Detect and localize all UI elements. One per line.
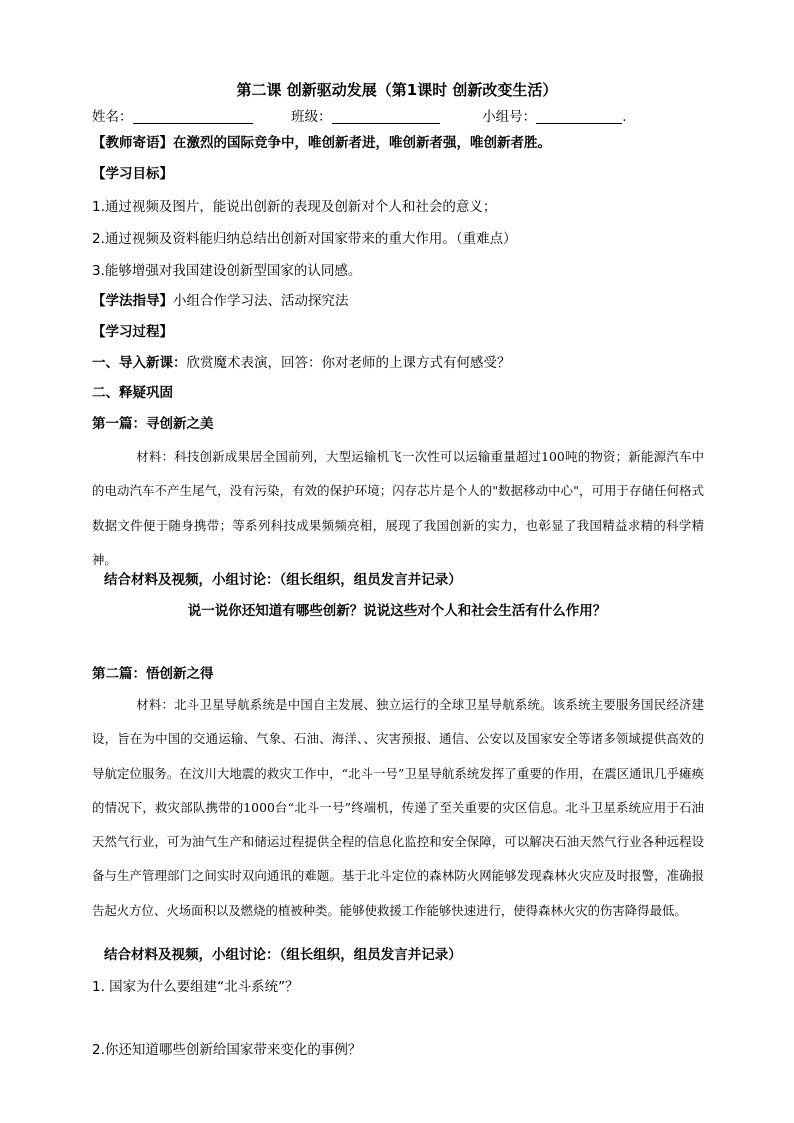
process-heading: 【学习过程】 xyxy=(92,324,173,340)
part2-question-2: 2.你还知道哪些创新给国家带来变化的事例？ xyxy=(92,1042,362,1058)
part2-material xyxy=(92,688,704,928)
teacher-message xyxy=(92,134,551,152)
goal-item-3: 3.能够增强对我国建设创新型国家的认同感。 xyxy=(92,263,362,279)
part2-heading: 第二篇：悟创新之得 xyxy=(92,666,214,682)
section-intro-text: 欣赏魔术表演，回答：你对老师的上课方式有何感受？ xyxy=(186,355,511,371)
method-text: 小组合作学习法、活动探究法 xyxy=(173,293,349,309)
section-review-heading: 二、释疑巩固 xyxy=(92,385,173,401)
part1-material xyxy=(92,440,704,577)
method-label: 【学法指导】 xyxy=(92,293,173,309)
part2-question-1: 1. 国家为什么要组建“北斗系统”？ xyxy=(92,979,299,995)
group-blank[interactable] xyxy=(536,109,622,124)
part2-discussion: 结合材料及视频，小组讨论：（组长组织，组员发言并记录） xyxy=(104,947,462,963)
teacher-message-label: 【教师寄语】 xyxy=(92,135,173,151)
name-blank[interactable] xyxy=(133,109,253,124)
name-label: 姓名： xyxy=(92,109,133,125)
page-title: 第二课 创新驱动发展（第1课时 创新改变生活） xyxy=(236,81,558,99)
class-blank[interactable] xyxy=(332,109,440,124)
student-info-fields xyxy=(92,108,626,126)
section-intro-label: 一、导入新课： xyxy=(92,355,187,371)
part1-material-text: 材料：科技创新成果居全国前列，大型运输机飞一次性可以运输重量超过100吨的物资；新能源汽车中的电动汽车不产生尾气，没有污染，有效的保护环境；闪存芯片是个人的"数据移动中心"，可用于存储任何格式数据文件便于随身携带；等系列科技成果频频亮相，展现了我国创新的实力，也彰显了我国精益求精的科学精神。 xyxy=(92,449,704,567)
group-label: 小组号： xyxy=(482,109,537,125)
part2-material-text: 材料：北斗卫星导航系统是中国自主发展、独立运行的全球卫星导航系统。该系统主要服务国民经济建设，旨在为中国的交通运输、气象、石油、海洋、、灾害预报、通信、公安以及国家安全等诸多领域提供高效的导航定位服务。在汶川大地震的救灾工作中，“北斗一号”卫星导航系统发挥了重要的作用，在震区通讯几乎瘫痪的情况下，救灾部队携带的1000台“北斗一号”终端机，传递了至关重要的灾区信息。北斗卫星系统应用于石油天然气行业，可为油气生产和储运过程提供全程的信息化监控和安全保障，可以解决石油天然气行业各种远程设备与生产管理部门之间实时双向通讯的难题。基于北斗定位的森林防火网能够发现森林火灾应及时报警，准确报告起火方位、火场面积以及燃烧的植被种类。能够使救援工作能够快速进行，使得森林火灾的伤害降得最低。 xyxy=(92,697,704,918)
part1-heading: 第一篇：寻创新之美 xyxy=(92,416,214,432)
part1-discussion: 结合材料及视频，小组讨论：（组长组织，组员发言并记录） xyxy=(104,572,462,588)
part1-question: 说一说你还知道有哪些创新？说说这些对个人和社会生活有什么作用？ xyxy=(187,603,607,619)
teacher-message-text: 在激烈的国际竞争中，唯创新者进，唯创新者强，唯创新者胜。 xyxy=(173,135,551,151)
goal-item-1: 1.通过视频及图片，能说出创新的表现及创新对个人和社会的意义； xyxy=(92,199,497,215)
goal-item-2: 2.通过视频及资料能归纳总结出创新对国家带来的重大作用。（重难点） xyxy=(92,231,517,247)
method-guidance xyxy=(92,292,349,310)
group-end-mark: . xyxy=(622,109,627,125)
section-intro xyxy=(92,354,511,372)
goals-heading: 【学习目标】 xyxy=(92,166,173,182)
class-label: 班级： xyxy=(291,109,332,125)
